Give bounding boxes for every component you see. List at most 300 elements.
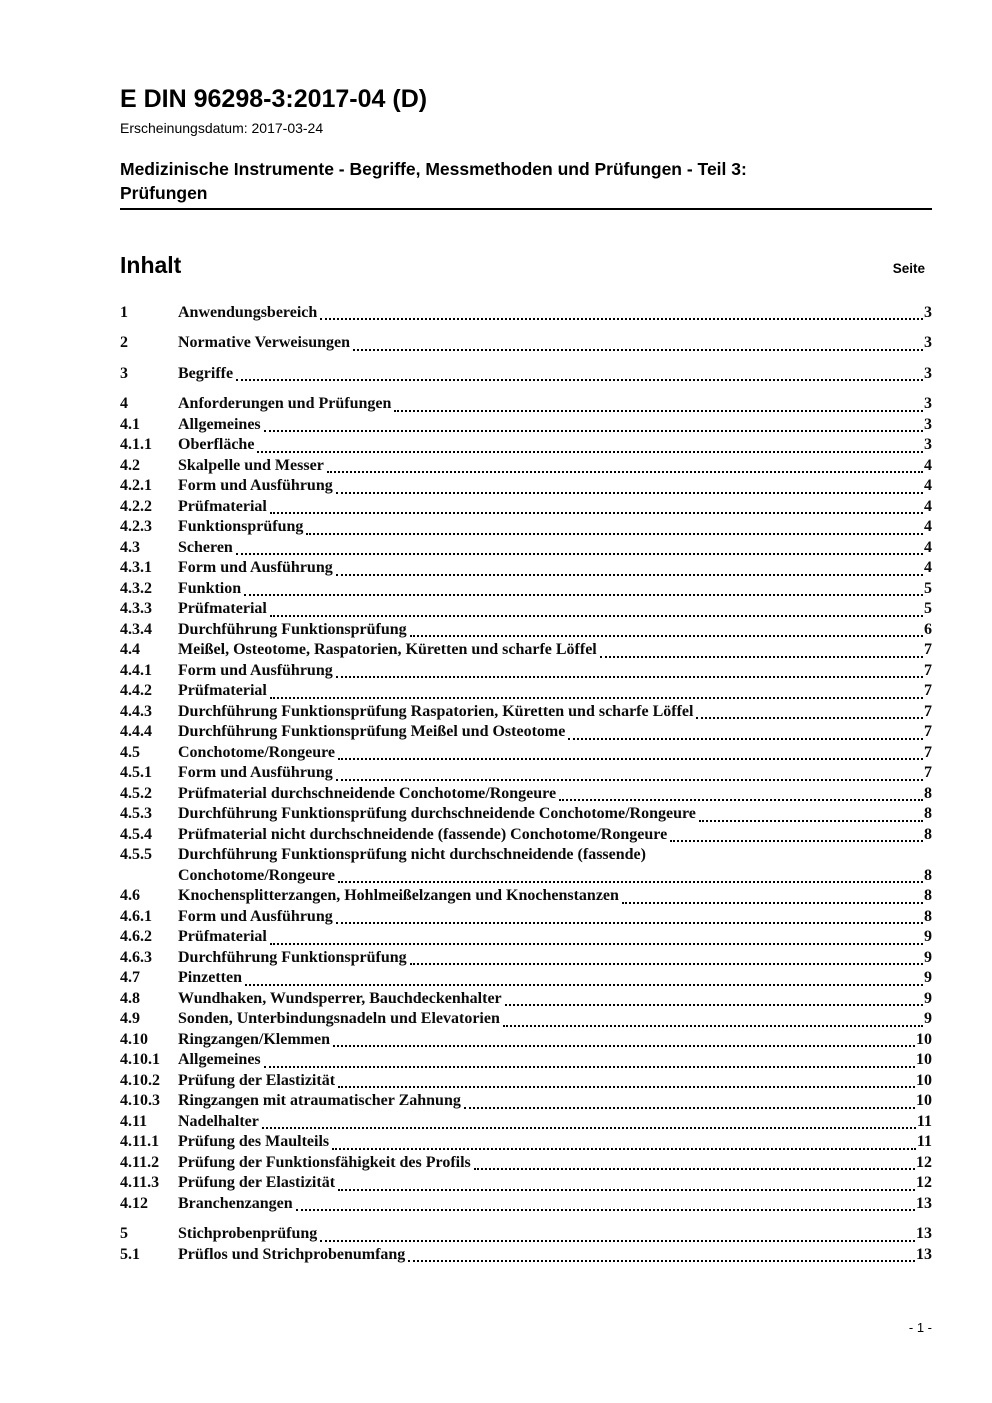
toc-dot-leader [236,379,923,381]
toc-entry-line [178,681,932,702]
toc-entry-body [178,1071,932,1092]
toc-entry-line [178,476,932,497]
toc-entry-line [178,784,932,805]
toc-entry-page: 4 [924,497,932,515]
toc-entry-page: 3 [924,395,932,412]
toc-entry-line [178,435,932,456]
toc-entry-page: 9 [924,1010,932,1027]
toc-entry [120,948,932,969]
toc-entry-line [178,1009,932,1030]
toc-entry-number: 4.6.3 [120,948,152,966]
toc-dot-leader [257,451,923,453]
toc-entry [120,435,932,456]
toc-dot-leader [670,840,923,842]
toc-entry-page: 4 [924,559,932,576]
toc-entry-body [178,989,932,1010]
toc-dot-leader [332,1148,916,1150]
toc-entry-page: 3 [924,436,932,453]
toc-entry-line [178,456,932,477]
toc-entry-line [178,804,932,825]
toc-entry-body [178,1224,932,1245]
toc-entry-line [178,702,932,723]
toc-dot-leader [327,471,923,473]
toc-entry-title: Normative Verweisungen [178,334,350,351]
toc-entry-title: Prüfung der Funktionsfähigkeit des Profils [178,1153,471,1171]
page-number: - 1 - [908,1320,932,1335]
toc-entry-body [178,303,932,324]
toc-entry-title: Prüfmaterial [178,682,267,699]
toc-entry [120,1194,932,1215]
toc-entry-line [178,1245,932,1266]
toc-entry-number: 2 [120,334,128,351]
toc-entry-title: Prüfung der Elastizität [178,1174,336,1191]
toc-entry [120,517,932,538]
toc-entry-page: 13 [916,1225,932,1242]
toc-dot-leader [270,943,923,945]
toc-entry [120,825,932,846]
document-number: E DIN 96298-3:2017-04 (D) [120,85,428,113]
toc-page-column-label: Seite [892,260,925,276]
toc-entry-number: 4.10.3 [120,1092,160,1109]
toc-entry-number: 4.2 [120,456,140,474]
toc-dot-leader [408,1260,915,1262]
toc-entry-title: Durchführung Funktionsprüfung Raspatorien, Küretten und scharfe Löffel [178,702,694,720]
toc-dot-leader [296,1209,915,1211]
toc-entry-number: 4.1.1 [120,436,152,453]
toc-entry-line [178,1050,932,1071]
toc-entry [120,1153,932,1174]
toc-entry [120,599,932,620]
toc-entry-body [178,825,932,846]
toc-entry-line [178,1071,932,1092]
toc-dot-leader [699,820,923,822]
toc-entry-page: 13 [916,1194,932,1212]
toc-entry-page: 12 [916,1153,932,1171]
toc-entry [120,476,932,497]
toc-entry-number: 4.3.3 [120,600,152,617]
toc-entry [120,640,932,661]
toc-dot-leader [336,492,923,494]
toc-entry-number: 4.5.1 [120,764,152,781]
toc-entry-page: 8 [924,866,932,884]
toc-entry-body [178,968,932,989]
toc-dot-leader [245,984,923,986]
toc-dot-leader [503,1025,923,1027]
toc-entry-body [178,394,932,415]
toc-entry [120,968,932,989]
toc-entry-line [178,743,932,764]
toc-entry-line [178,763,932,784]
toc-dot-leader [270,697,923,699]
toc-entry [120,1030,932,1051]
toc-entry-page: 3 [924,334,932,351]
toc-entry [120,804,932,825]
toc-entry [120,538,932,559]
toc-entry-title: Prüfmaterial nicht durchschneidende (fassende) Conchotome/Rongeure [178,825,668,843]
toc-entry-line [178,825,932,846]
toc-entry-body [178,558,932,579]
toc-entry-number: 4.5 [120,743,140,761]
toc-entry-line [178,517,932,538]
toc-entry-page: 4 [924,456,932,474]
toc-entry-line [178,364,932,385]
toc-entry [120,1050,932,1071]
toc-entry [120,907,932,928]
toc-entry-number: 4.4 [120,641,140,658]
toc-entry-number: 4.3.1 [120,559,152,576]
toc-entry-line [178,415,932,436]
toc-entry-page: 7 [924,641,932,658]
toc-entry-title: Form und Ausführung [178,907,333,925]
toc-entry-body [178,1132,932,1153]
toc-entry-title: Anforderungen und Prüfungen [178,395,392,412]
toc-dot-leader [333,1045,915,1047]
toc-entry [120,743,932,764]
toc-entry-page: 10 [916,1092,932,1109]
toc-entry-title: Funktion [178,579,242,597]
toc-entry-page: 4 [924,477,932,494]
toc-entry-page: 8 [924,805,932,822]
toc-entry-number: 4.5.5 [120,846,152,863]
toc-entry-number: 4.5.4 [120,825,152,843]
toc-entry-number: 4.2.3 [120,518,152,535]
toc-entry-title: Prüfung der Elastizität [178,1071,336,1089]
toc-entry-title: Prüfung des Maulteils [178,1133,330,1150]
toc-entry-line [178,1224,932,1245]
toc-entry-number: 4.8 [120,989,140,1007]
toc-entry-body [178,948,932,969]
toc-entry-page: 11 [916,1112,932,1130]
toc-entry-page: 10 [916,1071,932,1089]
toc-heading: Inhalt [120,251,182,278]
toc-entry [120,1009,932,1030]
toc-entry-line [178,845,932,866]
toc-entry [120,415,932,436]
toc-entry-body [178,620,932,641]
toc-dot-leader [338,881,923,883]
toc-entry-page: 7 [924,723,932,740]
toc-entry [120,1245,932,1266]
toc-entry-title: Nadelhalter [178,1112,259,1130]
toc-entry-line [178,886,932,907]
toc-entry-body [178,1194,932,1215]
toc-entry-body [178,579,932,600]
toc-entry-line [178,1112,932,1133]
toc-dot-leader [336,574,923,576]
toc-entry [120,558,932,579]
toc-entry-page: 7 [924,661,932,679]
toc-header-row [120,252,932,279]
toc-entry-page: 9 [924,948,932,966]
toc-entry [120,845,932,886]
toc-entry-title: Prüfmaterial [178,497,267,515]
toc-entry-body [178,599,932,620]
toc-entry-title: Form und Ausführung [178,661,333,679]
toc-entry-title: Ringzangen mit atraumatischer Zahnung [178,1092,461,1109]
toc-entry-body [178,681,932,702]
toc-entry [120,784,932,805]
toc-entry-title: Prüfmaterial [178,928,267,945]
toc-entry-number: 4.11.3 [120,1174,160,1191]
toc-entry-line [178,1091,932,1112]
toc-dot-leader [600,656,923,658]
toc-entry-body [178,1050,932,1071]
toc-entry-title: Allgemeines [178,1051,261,1068]
toc-entry-body [178,538,932,559]
toc-entry-body [178,743,932,764]
toc-entry-body [178,333,932,354]
toc-dot-leader [320,318,923,320]
toc-entry-number: 4.2.2 [120,497,152,515]
toc-entry-page: 3 [924,303,932,321]
toc-entry-page: 5 [924,600,932,617]
toc-entry-page: 8 [924,825,932,843]
toc-entry-line [178,927,932,948]
document-title [120,157,932,210]
toc-entry-title: Prüfmaterial [178,600,267,617]
toc-entry-number: 4.10 [120,1030,148,1048]
document-title-line1: Medizinische Instrumente - Begriffe, Messmethoden und Prüfungen - Teil 3: [120,158,747,179]
toc-dot-leader [336,676,923,678]
toc-entry [120,497,932,518]
toc-entry-line [178,1194,932,1215]
toc-entry-line [178,579,932,600]
toc-entry-title: Durchführung Funktionsprüfung nicht durchschneidende (fassende) [178,846,646,863]
toc-entry [120,886,932,907]
toc-entry-page: 7 [924,764,932,781]
toc-entry-body [178,804,932,825]
toc-entry [120,1112,932,1133]
toc-entry-line [178,303,932,324]
toc-entry-title: Oberfläche [178,436,255,453]
toc-entry-title-continuation: Conchotome/Rongeure [178,866,336,884]
toc-entry-line [178,1132,932,1153]
toc-entry-number: 4.11.2 [120,1153,160,1171]
toc-entry-number: 4.6.1 [120,907,152,925]
toc-entry-line [178,394,932,415]
toc-entry-line [178,620,932,641]
toc-entry-number: 4.6.2 [120,928,152,945]
toc-entry-title: Pinzetten [178,969,242,986]
toc-entry-title: Conchotome/Rongeure [178,743,336,761]
toc-entry [120,681,932,702]
toc-entry [120,620,932,641]
toc-entry-title: Funktionsprüfung [178,518,304,535]
toc-entry [120,1224,932,1245]
toc-entry-number: 4.3 [120,538,140,556]
toc-entry-line [178,497,932,518]
toc-entry-body [178,1009,932,1030]
toc-entry [120,394,932,415]
toc-entry [120,722,932,743]
toc-dot-leader [236,553,923,555]
toc-entry-number: 4.12 [120,1194,148,1212]
toc-dot-leader [394,410,923,412]
toc-entry-title: Form und Ausführung [178,477,333,494]
toc-entry [120,1173,932,1194]
toc-entry [120,661,932,682]
toc-entry-line [178,1030,932,1051]
toc-entry-number: 3 [120,364,128,382]
toc-entry-title: Anwendungsbereich [178,303,318,321]
toc-dot-leader [336,922,923,924]
toc-entry-page: 4 [924,518,932,535]
toc-entry-page: 8 [924,887,932,904]
toc-entry-line [178,333,932,354]
toc-entry-body [178,1153,932,1174]
toc-dot-leader [270,512,923,514]
toc-entry [120,303,932,324]
toc-entry-number: 4.5.3 [120,805,152,822]
toc-dot-leader [568,738,923,740]
toc-entry-body [178,763,932,784]
toc-dot-leader [474,1168,915,1170]
toc-entry-line [178,538,932,559]
toc-dot-leader [464,1107,915,1109]
toc-entry-title: Durchführung Funktionsprüfung durchschneidende Conchotome/Rongeure [178,805,696,822]
toc-entry-number: 4.5.2 [120,784,152,802]
toc-entry-page: 7 [924,702,932,720]
toc-entry [120,1071,932,1092]
toc-dot-leader [262,1127,916,1129]
toc-entry-title: Durchführung Funktionsprüfung [178,948,407,966]
toc-entry-title: Form und Ausführung [178,559,333,576]
toc-entry-line [178,968,932,989]
toc-entry-number: 5.1 [120,1245,140,1263]
toc-entry-number: 4.11.1 [120,1133,160,1150]
toc-dot-leader [559,799,923,801]
toc-entry-page: 3 [924,415,932,433]
toc-entry-body [178,845,932,886]
toc-entry-page: 9 [924,989,932,1007]
toc-entry-body [178,476,932,497]
toc-dot-leader [264,1066,915,1068]
toc-entry-line [178,948,932,969]
document-title-line2: Prüfungen [120,182,208,203]
toc-entry-number: 4.4.3 [120,702,152,720]
toc-entry-number: 1 [120,303,128,321]
toc-entry-page: 6 [924,620,932,638]
toc-entry [120,763,932,784]
toc-dot-leader [622,902,923,904]
toc-entry-body [178,1112,932,1133]
toc-entry-title: Wundhaken, Wundsperrer, Bauchdeckenhalter [178,989,502,1007]
toc-entry-number: 4.1 [120,415,140,433]
toc-entry-title: Ringzangen/Klemmen [178,1030,330,1048]
toc-entry-title: Knochensplitterzangen, Hohlmeißelzangen und Knochenstanzen [178,887,619,904]
toc-dot-leader [410,963,923,965]
toc-entry-title: Allgemeines [178,415,261,433]
toc-dot-leader [338,1189,915,1191]
toc-entry-number: 4.11 [120,1112,148,1130]
toc-entry-title: Form und Ausführung [178,764,333,781]
toc-dot-leader [505,1004,923,1006]
toc-entry-page: 7 [924,682,932,699]
toc-entry-number: 4.4.1 [120,661,152,679]
toc-entry-title: Prüfmaterial durchschneidende Conchotome/Rongeure [178,784,557,802]
toc-entry-title: Meißel, Osteotome, Raspatorien, Küretten und scharfe Löffel [178,641,597,658]
toc-entry-page: 5 [924,579,932,597]
toc-entry-line [178,907,932,928]
toc-entry-page: 12 [916,1174,932,1191]
toc-entry [120,364,932,385]
toc-dot-leader [353,349,923,351]
toc-entry-body [178,1030,932,1051]
toc-entry-body [178,456,932,477]
toc-entry-number: 4.9 [120,1010,140,1027]
toc-entry [120,333,932,354]
toc-entry-title: Scheren [178,538,233,556]
toc-entry-number: 4.10.1 [120,1051,160,1068]
toc-entry-number: 4.4.2 [120,682,152,699]
toc-entry-number: 4.7 [120,969,140,986]
toc-entry-body [178,1091,932,1112]
toc-entry [120,702,932,723]
toc-dot-leader [338,1086,915,1088]
toc-entry-body [178,415,932,436]
toc-entry-page: 4 [924,538,932,556]
toc-entry-page: 11 [916,1133,932,1150]
toc-dot-leader [244,594,923,596]
toc-entry-title: Prüflos und Strichprobenumfang [178,1245,406,1263]
toc-entry-number: 4 [120,395,128,412]
toc-entry-page: 13 [916,1245,932,1263]
toc-entry-body [178,702,932,723]
toc-dot-leader [336,779,923,781]
toc-entry-page: 3 [924,364,932,382]
toc-entry-title: Branchenzangen [178,1194,293,1212]
toc-dot-leader [696,717,923,719]
toc-entry-page: 8 [924,784,932,802]
toc-entry-title: Stichprobenprüfung [178,1225,318,1242]
toc-entry-title: Sonden, Unterbindungsnadeln und Elevatorien [178,1010,500,1027]
publication-date: Erscheinungsdatum: 2017-03-24 [120,119,324,136]
toc-dot-leader [410,635,923,637]
toc-dot-leader [338,758,923,760]
toc-entry-title: Durchführung Funktionsprüfung [178,620,407,638]
toc-entry-page: 7 [924,743,932,761]
toc-entry-line [178,989,932,1010]
toc-entry-line-continuation [178,866,932,887]
toc-entry [120,927,932,948]
toc-entry-line [178,661,932,682]
toc-entry-line [178,722,932,743]
toc-list [120,303,932,1266]
toc-entry-line [178,558,932,579]
toc-entry-body [178,661,932,682]
toc-entry [120,579,932,600]
toc-entry-line [178,599,932,620]
toc-entry-number: 4.3.4 [120,620,152,638]
toc-entry-body [178,722,932,743]
toc-entry-body [178,1245,932,1266]
toc-dot-leader [320,1240,915,1242]
toc-entry [120,456,932,477]
toc-entry-body [178,907,932,928]
toc-entry-page: 10 [916,1051,932,1068]
toc-entry [120,1132,932,1153]
toc-entry-body [178,517,932,538]
toc-entry-number: 4.3.2 [120,579,152,597]
toc-entry-body [178,1173,932,1194]
toc-entry-page: 9 [924,969,932,986]
toc-dot-leader [306,533,923,535]
toc-entry-number: 5 [120,1225,128,1242]
toc-entry-title: Skalpelle und Messer [178,456,324,474]
toc-entry [120,989,932,1010]
toc-entry-number: 4.4.4 [120,723,152,740]
toc-entry-line [178,640,932,661]
